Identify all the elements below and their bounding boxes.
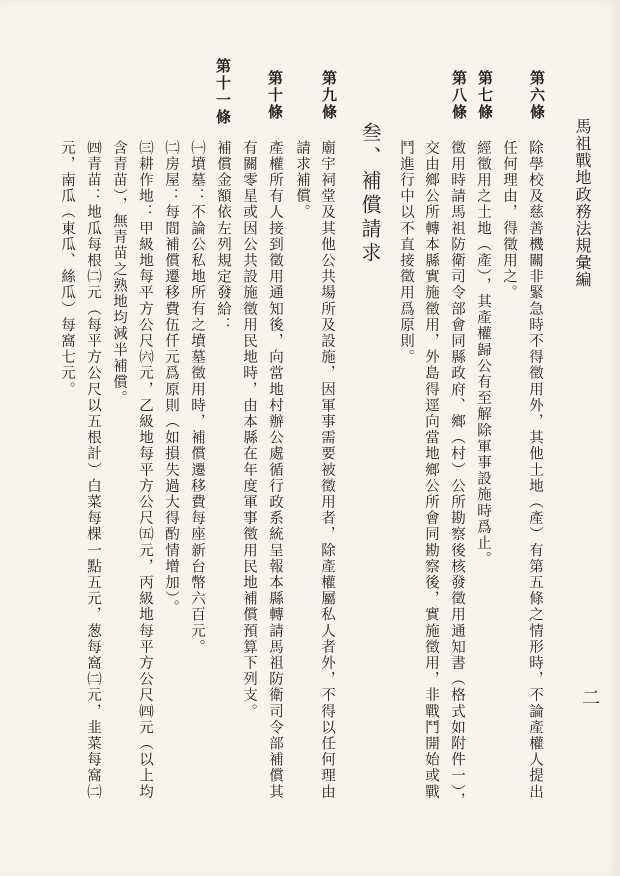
article-8-line-3: 鬥進行中以不直接徵用爲原則。 (398, 140, 414, 366)
article-8-label: 第八條 (450, 70, 468, 121)
article-11-line-3: ㈡房屋：每間補償遷移費伍仟元爲原則（如損失過大得酌情增加）。 (163, 140, 179, 616)
article-11-line-7: 元，南瓜（東瓜、絲瓜）每窩七元。 (59, 140, 75, 398)
article-11-line-4: ㈢耕作地：甲級地每平方公尺㈥元，乙級地每平方公尺㈤元，丙級地每平方公尺㈣元（以上均 (137, 140, 153, 801)
article-11-line-6: ㈣青苗：地瓜每根㈡元（每平方公尺以五根計）白菜每棵一點五元，葱每窩㈡元，韭菜每窩㈡ (85, 140, 101, 801)
article-10-line-1: 產權所有人接到徵用通知後，向當地村辦公處循行政系統呈報本縣轉請馬祖防衛司令部補償其 (267, 140, 283, 801)
article-11-line-1: 補償金額依左列規定發給： (215, 140, 231, 334)
article-10-line-2: 有關零星或因公共設施徵用民地時，由本縣在年度軍事徵用民地補償預算下列支。 (241, 140, 257, 720)
article-8-line-2: 交由鄉公所轉本縣實施徵用，外島得逕向當地鄉公所會同勘察後，實施徵用，非戰鬥開始或戰 (423, 140, 439, 801)
article-10-label: 第十條 (266, 70, 284, 121)
article-7-label: 第七條 (476, 70, 494, 121)
article-9-label: 第九條 (320, 70, 338, 121)
article-6-label: 第六條 (528, 70, 546, 121)
article-11-line-5: 含青苗），無青苗之熟地均減半補償。 (111, 140, 127, 407)
article-9-line-1: 廟宇祠堂及其他公共場所及設施，因軍事需要被徵用者，除產權屬私人者外，不得以任何理由 (319, 140, 335, 801)
article-8-line-1: 徵用時請馬祖防衛司令部會同縣政府、鄉（村）公所勘察後核發徵用通知書（格式如附件一）， (449, 140, 465, 809)
article-11-line-2: ㈠墳墓：不論公私地所有之墳墓徵用時，補償遷移費每座新台幣六百元。 (189, 140, 205, 656)
article-6-line-2: 任何理由，得徵用之。 (501, 140, 517, 301)
section-heading: 叁、補償請求 (358, 122, 382, 266)
article-6-line-1: 除學校及慈善機關非緊急時不得徵用外，其他土地（產）有第五條之情形時，不論產權人提出 (527, 140, 543, 801)
book-title: 馬祖戰地政務法規彙編 (573, 118, 592, 288)
page-number: 二 (579, 688, 600, 707)
article-11-label: 第十一條 (214, 58, 232, 126)
article-9-line-2: 請求補償。 (294, 140, 310, 221)
article-7-line-1: 經徵用之土地（產），其產權歸公有至解除軍事設施時爲止。 (475, 140, 491, 568)
